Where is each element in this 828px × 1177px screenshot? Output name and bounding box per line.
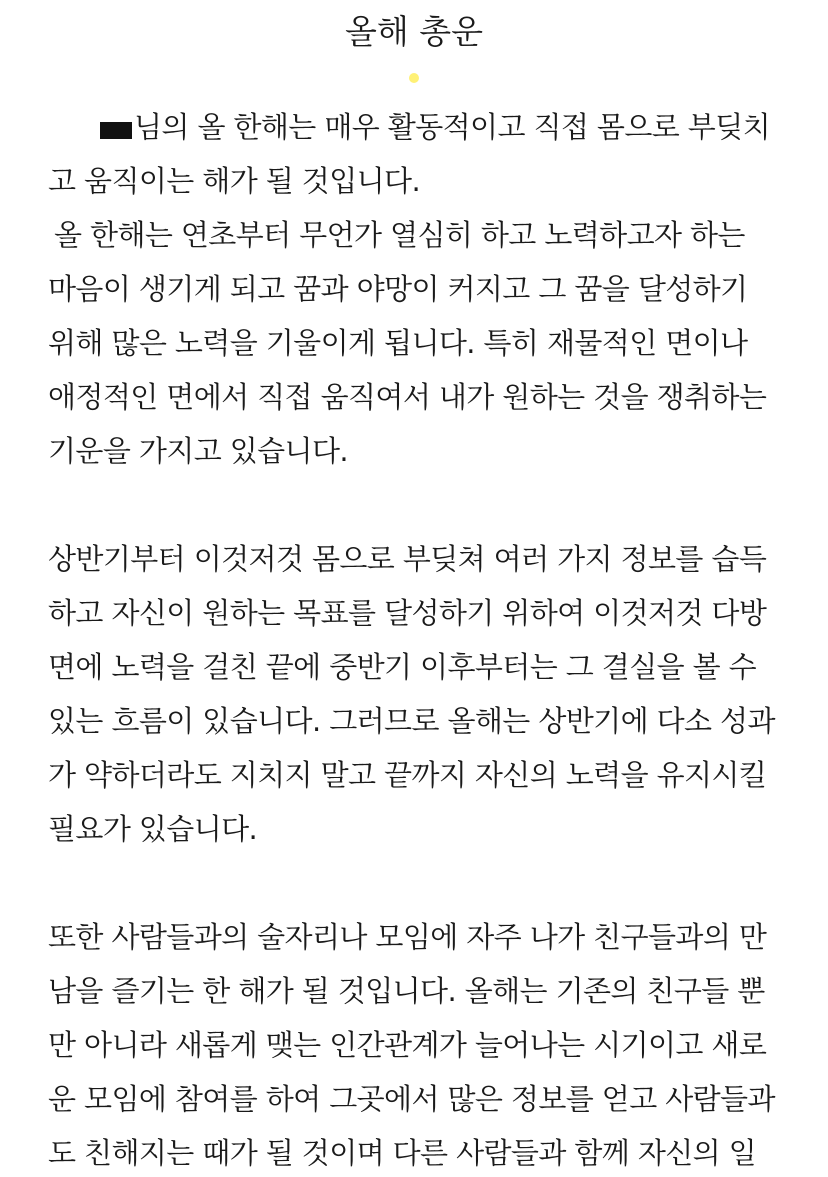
paragraph-1-line-2: 고 움직이는 해가 될 것입니다.: [48, 164, 421, 198]
paragraph-3-line-5: 도 친해지는 때가 될 것이며 다른 사람들과 함께 자신의 일: [48, 1136, 757, 1170]
accent-dot: [409, 73, 419, 83]
redacted-name: [100, 122, 132, 139]
paragraph-2-line-3: 면에 노력을 걸친 끝에 중반기 이후부터는 그 결실을 볼 수: [48, 650, 757, 684]
paragraph-1-line-3: 올 한해는 연초부터 무언가 열심히 하고 노력하고자 하는: [54, 218, 745, 252]
paragraph-1-line-7: 기운을 가지고 있습니다.: [48, 434, 348, 468]
paragraph-1-line-4: 마음이 생기게 되고 꿈과 야망이 커지고 그 꿈을 달성하기: [48, 272, 748, 306]
paragraph-spacer: [48, 478, 784, 532]
paragraph-1-line-5: 위해 많은 노력을 기울이게 됩니다. 특히 재물적인 면이나: [48, 326, 748, 360]
paragraph-3-line-4: 운 모임에 참여를 하여 그곳에서 많은 정보를 얻고 사람들과: [48, 1082, 775, 1116]
paragraph-1-line-1: [48, 100, 784, 154]
paragraph-text: 님의 올 한해는 매우 활동적이고 직접 몸으로 부딪치: [134, 110, 771, 144]
paragraph-3-line-2: 남을 즐기는 한 해가 될 것입니다. 올해는 기존의 친구들 뿐: [48, 974, 765, 1008]
paragraph-2-line-1: 상반기부터 이것저것 몸으로 부딪쳐 여러 가지 정보를 습득: [48, 542, 767, 576]
paragraph-3-line-3: 만 아니라 새롭게 맺는 인간관계가 늘어나는 시기이고 새로: [48, 1028, 767, 1062]
paragraph-3-line-1: 또한 사람들과의 술자리나 모임에 자주 나가 친구들과의 만: [48, 920, 767, 954]
paragraph-spacer: [48, 856, 784, 910]
paragraph-2-line-2: 하고 자신이 원하는 목표를 달성하기 위하여 이것저것 다방: [48, 596, 767, 630]
page-title: 올해 총운: [344, 12, 483, 51]
paragraph-1-line-6: 애정적인 면에서 직접 움직여서 내가 원하는 것을 쟁취하는: [48, 380, 767, 414]
paragraph-2-line-5: 가 약하더라도 지치지 말고 끝까지 자신의 노력을 유지시킬: [48, 758, 767, 792]
fortune-content: [48, 100, 784, 1177]
paragraph-2-line-4: 있는 흐름이 있습니다. 그러므로 올해는 상반기에 다소 성과: [48, 704, 775, 738]
paragraph-2-line-6: 필요가 있습니다.: [48, 812, 258, 846]
